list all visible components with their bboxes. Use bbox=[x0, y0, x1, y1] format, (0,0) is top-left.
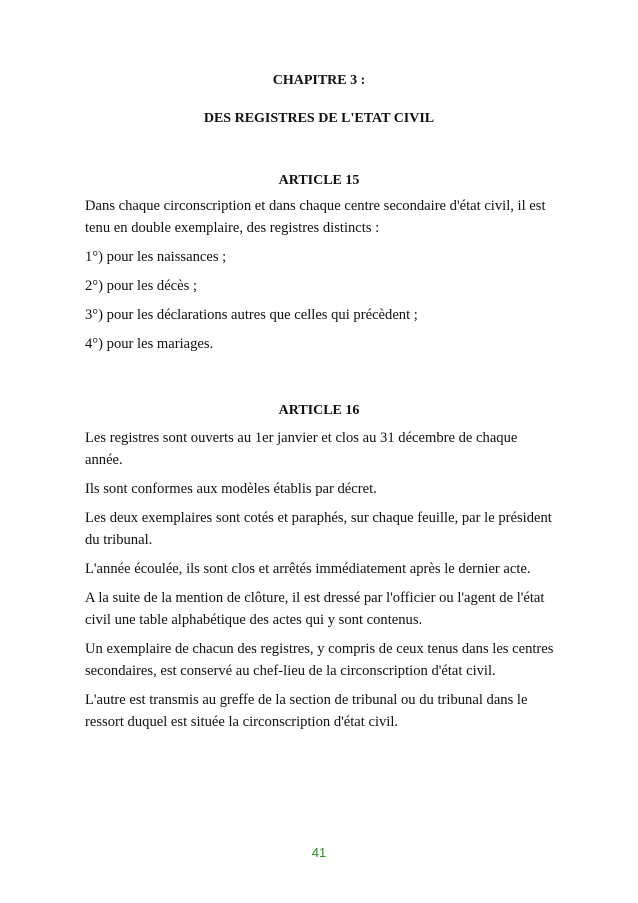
article-16-paragraph: A la suite de la mention de clôture, il est dressé par l'officier ou l'agent de l'état civil une table alphabétique des actes qui y sont contenus. bbox=[85, 590, 545, 628]
article-16-paragraph: Ils sont conformes aux modèles établis par décret. bbox=[85, 481, 377, 497]
article-16-paragraph: L'année écoulée, ils sont clos et arrêtés immédiatement après le dernier acte. bbox=[85, 561, 531, 577]
article-15-title: ARTICLE 15 bbox=[278, 173, 360, 188]
page-number: 41 bbox=[311, 845, 327, 860]
article-16-paragraph: Un exemplaire de chacun des registres, y compris de ceux tenus dans les centres secondaires, est conservé au chef-lieu de la circonscription d'état civil. bbox=[85, 641, 554, 679]
article-16-paragraph: Les registres sont ouverts au 1er janvier et clos au 31 décembre de chaque année. bbox=[85, 430, 518, 468]
article-15-body bbox=[85, 195, 555, 362]
article-16-body bbox=[85, 427, 555, 740]
chapter-number: CHAPITRE 3 : bbox=[272, 73, 366, 88]
article-15-paragraph: Dans chaque circonscription et dans chaque centre secondaire d'état civil, il est tenu en double exemplaire, des registres distincts : bbox=[85, 198, 546, 236]
article-15-list-item: 1°) pour les naissances ; bbox=[85, 249, 227, 265]
article-16-paragraph: L'autre est transmis au greffe de la section de tribunal ou du tribunal dans le ressort duquel est située la circonscription d'état civil. bbox=[85, 692, 528, 730]
article-15-list-item: 4°) pour les mariages. bbox=[85, 336, 214, 352]
article-16-paragraph: Les deux exemplaires sont cotés et paraphés, sur chaque feuille, par le président du tribunal. bbox=[85, 510, 552, 548]
article-15-list-item: 3°) pour les déclarations autres que celles qui précèdent ; bbox=[85, 307, 418, 323]
chapter-title: DES REGISTRES DE L'ETAT CIVIL bbox=[203, 111, 435, 126]
article-16-title: ARTICLE 16 bbox=[278, 403, 360, 418]
article-15-list-item: 2°) pour les décès ; bbox=[85, 278, 198, 294]
